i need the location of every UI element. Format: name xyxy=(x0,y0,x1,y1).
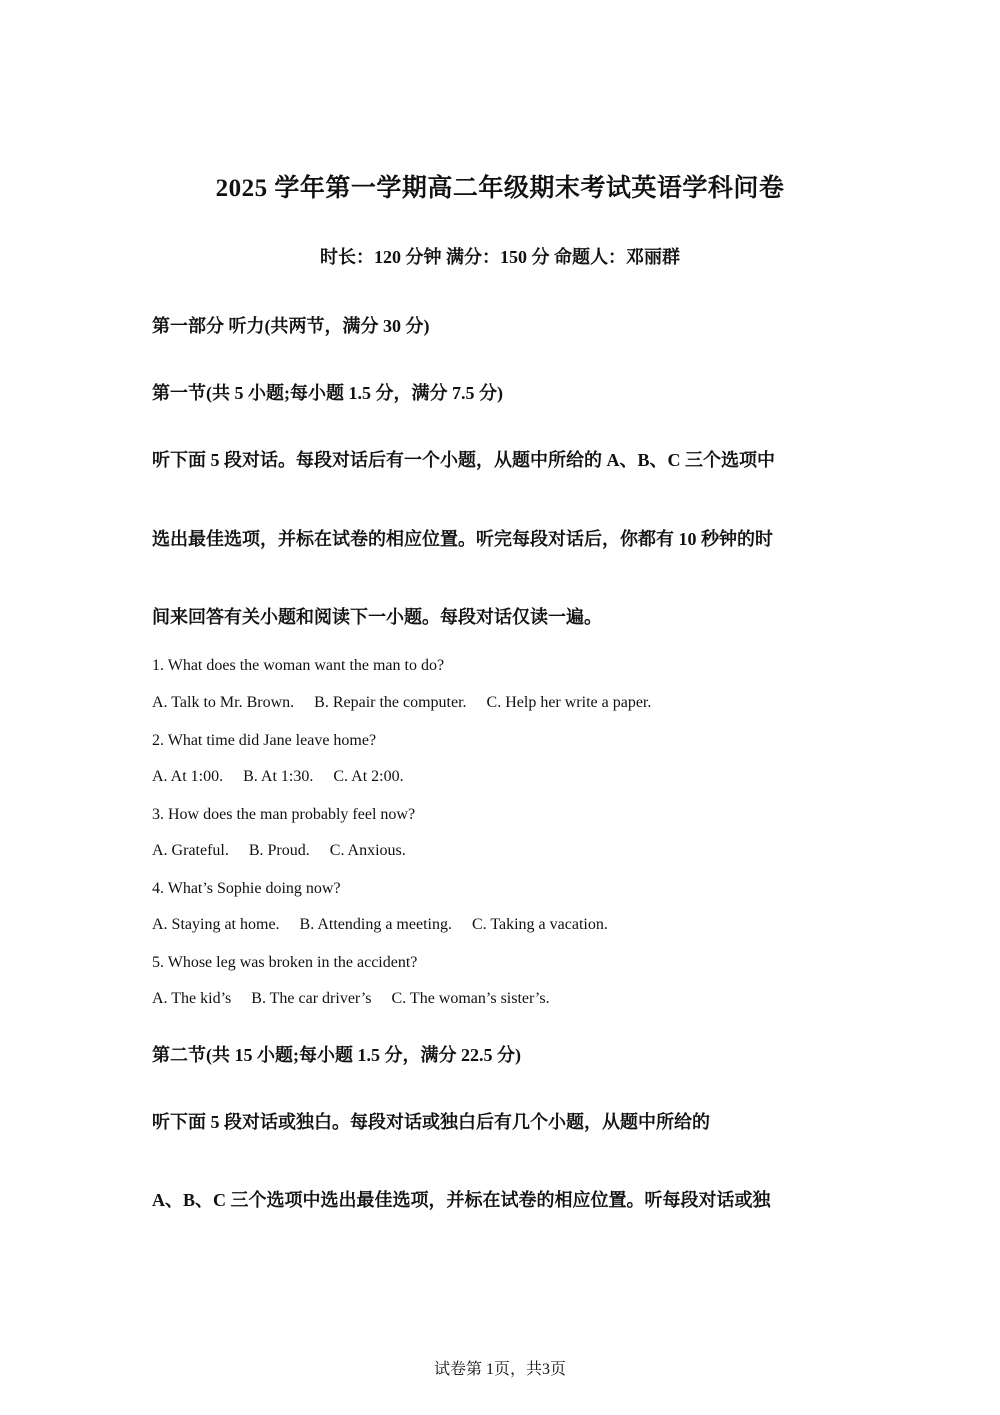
option-c: C. The woman’s sister’s. xyxy=(391,990,550,1007)
question-1: 1. What does the woman want the man to do? xyxy=(152,657,445,674)
option-c: C. Taking a vacation. xyxy=(471,916,608,933)
question-2-options xyxy=(152,768,404,786)
part1-heading: 第一部分 听力(共两节，满分 30 分) xyxy=(152,316,430,336)
question-4: 4. What’s Sophie doing now? xyxy=(152,880,341,897)
section1-heading: 第一节(共 5 小题;每小题 1.5 分，满分 7.5 分) xyxy=(152,383,503,403)
page-footer: 试卷第 1页，共3页 xyxy=(433,1361,566,1378)
question-3-options xyxy=(152,842,406,860)
option-c: C. At 2:00. xyxy=(333,768,404,785)
option-a: A. The kid’s xyxy=(152,990,232,1007)
option-c: C. Help her write a paper. xyxy=(486,694,652,711)
question-5: 5. Whose leg was broken in the accident? xyxy=(152,954,418,971)
option-b: B. Repair the computer. xyxy=(314,694,467,711)
section2-heading: 第二节(共 15 小题;每小题 1.5 分，满分 22.5 分) xyxy=(152,1045,521,1065)
question-1-options xyxy=(152,694,651,712)
question-4-options xyxy=(152,916,608,934)
option-a: A. Staying at home. xyxy=(152,916,280,933)
section2-instruction-line: A、B、C 三个选项中选出最佳选项，并标在试卷的相应位置。听每段对话或独 xyxy=(152,1190,771,1210)
option-b: B. Attending a meeting. xyxy=(299,916,452,933)
option-a: A. At 1:00. xyxy=(152,768,224,785)
option-b: B. Proud. xyxy=(248,842,310,859)
question-3: 3. How does the man probably feel now? xyxy=(152,806,416,823)
option-a: A. Grateful. xyxy=(152,842,229,859)
question-2: 2. What time did Jane leave home? xyxy=(152,732,377,749)
option-a: A. Talk to Mr. Brown. xyxy=(152,694,295,711)
question-5-options xyxy=(152,990,550,1008)
option-c: C. Anxious. xyxy=(329,842,406,859)
exam-title: 2025 学年第一学期高二年级期末考试英语学科问卷 xyxy=(215,175,785,202)
section1-instruction-line: 选出最佳选项，并标在试卷的相应位置。听完每段对话后，你都有 10 秒钟的时 xyxy=(152,529,773,549)
option-b: B. The car driver’s xyxy=(251,990,372,1007)
section2-instruction-line: 听下面 5 段对话或独白。每段对话或独白后有几个小题，从题中所给的 xyxy=(152,1112,710,1132)
section1-instruction-line: 间来回答有关小题和阅读下一小题。每段对话仅读一遍。 xyxy=(152,607,602,627)
option-b: B. At 1:30. xyxy=(243,768,314,785)
section1-instruction-line: 听下面 5 段对话。每段对话后有一个小题，从题中所给的 A、B、C 三个选项中 xyxy=(152,450,776,470)
exam-meta: 时长：120 分钟 满分：150 分 命题人：邓丽群 xyxy=(320,247,680,267)
